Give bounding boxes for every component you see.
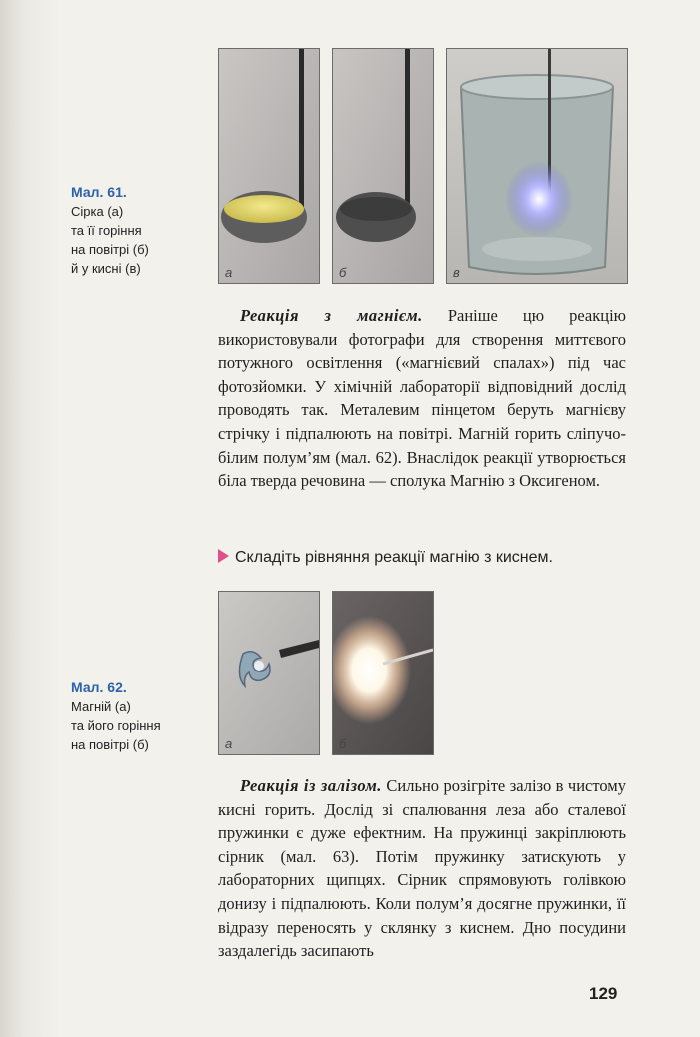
photo-magnesium-burning: [332, 591, 434, 755]
paragraph-iron: [218, 774, 626, 963]
panel-label-a: а: [225, 265, 233, 280]
figure-61-caption-line: на повітрі (б): [71, 242, 149, 257]
panel-label-b: б: [339, 736, 347, 751]
photo-magnesium-ribbon: [218, 591, 320, 755]
task-arrow-icon: [218, 549, 229, 563]
paragraph-magnesium-text: Раніше цю реакцію використовували фотографи для створення миттєвого потужного освітлення («магнієвий спалах») під час фотозйомки. У хімічній лабораторії відповідний дослід проводять так. Металевим пінцетом беруть магнієву стрічку і підпалюють на повітрі. Магній горить сліпучо-білим полум’ям (мал. 62). Внаслідок реакції утворюється біла тверда речовина — сполука Магнію з Оксигеном.: [218, 306, 626, 491]
figure-62-caption-line: Магній (а): [71, 699, 131, 714]
task-prompt: [218, 549, 638, 567]
figure-62-caption: [71, 678, 201, 754]
figure-61-caption-line: та її горіння: [71, 223, 142, 238]
binding-shadow: [0, 0, 60, 1037]
paragraph-magnesium: [218, 304, 626, 493]
panel-label-b: б: [339, 265, 347, 280]
figure-61-number: Мал. 61.: [71, 184, 127, 200]
panel-label-a: а: [225, 736, 233, 751]
panel-label-v: в: [453, 265, 460, 280]
figure-61-caption-line: й у кисні (в): [71, 261, 141, 276]
page-number: 129: [589, 984, 618, 1003]
paragraph-iron-lead: Реакція із залізом.: [240, 776, 382, 795]
photo-sulfur-burning-oxygen: [446, 48, 628, 284]
figure-62-caption-line: на повітрі (б): [71, 737, 149, 752]
figure-62-caption-line: та його горіння: [71, 718, 161, 733]
photo-sulfur-ladle: [218, 48, 320, 284]
paragraph-iron-text: Сильно розігріте залізо в чистому кисні горить. Дослід зі спалювання леза або сталевої пружинки є дуже ефектним. На пружинці закріплюють сірник (мал. 63). Потім пружинку затискують у лабораторних щипцях. Сірник спрямовують голівкою донизу і підпалюють. Коли полум’я досягне пружинки, її відразу переносять у склянку з киснем. Дно посудини заздалегідь засипають: [218, 776, 626, 961]
photo-sulfur-burning-air: [332, 48, 434, 284]
task-text: Складіть рівняння реакції магнію з киснем.: [235, 549, 553, 566]
figure-61-caption-line: Сірка (а): [71, 204, 124, 219]
figure-62-number: Мал. 62.: [71, 679, 127, 695]
paragraph-magnesium-lead: Реакція з магнієм.: [240, 306, 423, 325]
figure-61-caption: [71, 183, 201, 278]
